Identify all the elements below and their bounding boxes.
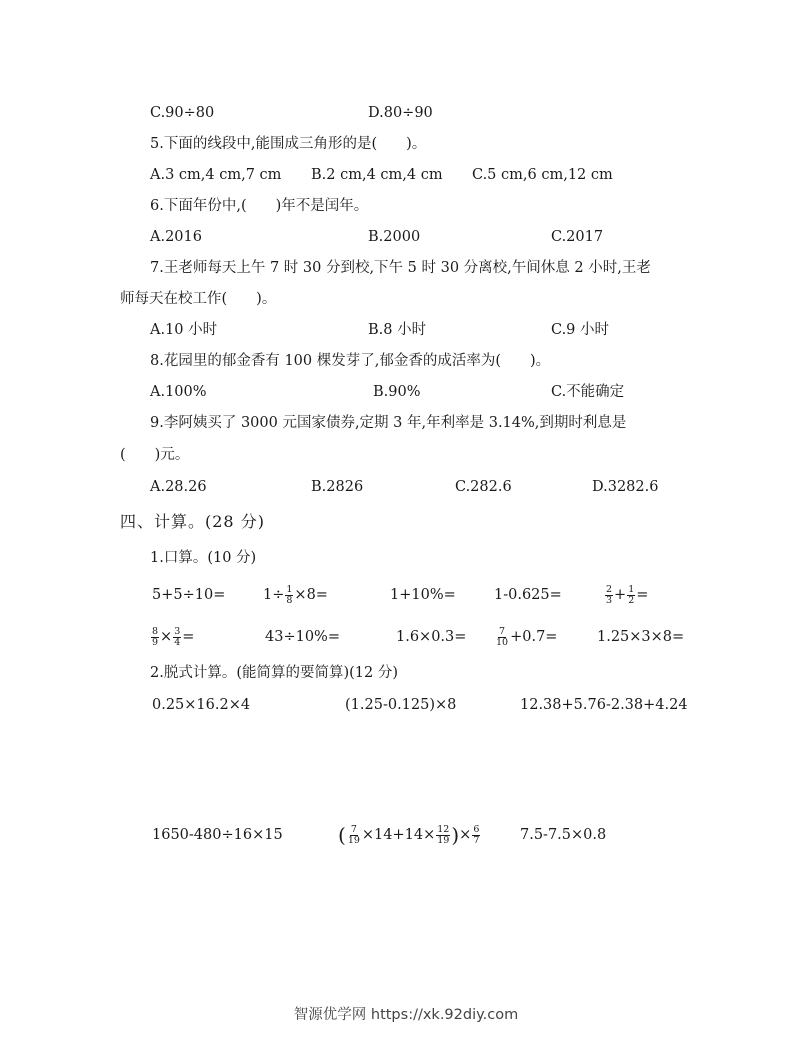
oral-problem-7: 43÷10%=: [265, 629, 340, 645]
written-problem-2: (1.25-0.125)×8: [345, 697, 457, 713]
footer-watermark: 智源优学网 https://xk.92diy.com: [293, 1007, 519, 1023]
q4-option-d: D.80÷90: [368, 105, 433, 121]
fraction: $\frac{8}{9}$: [152, 625, 159, 648]
written-problem-4: 1650-480÷16×15: [152, 827, 283, 843]
oral-problem-2: 1÷ $\frac{1}{8}$ ×8=: [263, 583, 328, 606]
fraction: $\frac{6}{7}$: [473, 823, 480, 846]
q6-stem: 6.下面年份中,( )年不是闰年。: [150, 198, 369, 214]
q4-option-c: C.90÷80: [150, 105, 215, 121]
q7-option-b: B.8 小时: [368, 322, 427, 338]
oral-problem-10: 1.25×3×8=: [597, 629, 685, 645]
written-problem-5: ( $\frac{7}{19}$ ×14+14× $\frac{12}{19}$ )× $\frac{6}{7}$: [338, 823, 480, 847]
q5-option-b: B.2 cm,4 cm,4 cm: [311, 167, 443, 183]
q7-option-a: A.10 小时: [150, 322, 218, 338]
fraction: $\frac{7}{19}$: [347, 823, 360, 846]
fraction: $\frac{2}{3}$: [606, 583, 613, 606]
written-problem-3: 12.38+5.76-2.38+4.24: [520, 697, 688, 713]
oral-problem-1: 5+5÷10=: [152, 587, 226, 603]
fraction: $\frac{7}{10}$: [496, 625, 509, 648]
q8-stem: 8.花园里的郁金香有 100 棵发芽了,郁金香的成活率为( )。: [150, 353, 551, 369]
q9-option-a: A.28.26: [150, 479, 207, 495]
written-problem-6: 7.5-7.5×0.8: [520, 827, 607, 843]
written-calc-title: 2.脱式计算。(能简算的要简算)(12 分): [150, 665, 399, 681]
q9-option-d: D.3282.6: [592, 479, 659, 495]
q7-option-c: C.9 小时: [551, 322, 610, 338]
q5-option-a: A.3 cm,4 cm,7 cm: [150, 167, 282, 183]
q7-stem-line2: 师每天在校工作( )。: [120, 291, 277, 307]
oral-problem-6: $\frac{8}{9}$ × $\frac{3}{4}$ =: [152, 625, 195, 648]
oral-calc-title: 1.口算。(10 分): [150, 550, 257, 566]
q6-option-a: A.2016: [150, 229, 202, 245]
oral-problem-5: $\frac{2}{3}$ + $\frac{1}{2}$ =: [606, 583, 649, 606]
q8-option-a: A.100%: [150, 384, 207, 400]
fraction: $\frac{12}{19}$: [437, 823, 450, 846]
fraction: $\frac{1}{8}$: [286, 583, 293, 606]
q5-option-c: C.5 cm,6 cm,12 cm: [472, 167, 613, 183]
q9-stem-line2: ( )元。: [120, 447, 190, 463]
section-4-title: 四、计算。(28 分): [120, 512, 265, 531]
q9-option-c: C.282.6: [455, 479, 512, 495]
q9-option-b: B.2826: [311, 479, 364, 495]
fraction: $\frac{3}{4}$: [174, 625, 181, 648]
q8-option-b: B.90%: [373, 384, 421, 400]
oral-problem-4: 1-0.625=: [494, 587, 562, 603]
fraction: $\frac{1}{2}$: [628, 583, 635, 606]
q8-option-c: C.不能确定: [551, 384, 625, 400]
q9-stem-line1: 9.李阿姨买了 3000 元国家债券,定期 3 年,年利率是 3.14%,到期时利息是: [150, 415, 627, 431]
oral-problem-3: 1+10%=: [390, 587, 456, 603]
oral-problem-8: 1.6×0.3=: [396, 629, 467, 645]
written-problem-1: 0.25×16.2×4: [152, 697, 251, 713]
q5-stem: 5.下面的线段中,能围成三角形的是( )。: [150, 136, 427, 152]
oral-problem-9: $\frac{7}{10}$ +0.7=: [496, 625, 558, 648]
q7-stem-line1: 7.王老师每天上午 7 时 30 分到校,下午 5 时 30 分离校,午间休息 2 小时,王老: [150, 260, 651, 276]
q6-option-b: B.2000: [368, 229, 421, 245]
q6-option-c: C.2017: [551, 229, 604, 245]
